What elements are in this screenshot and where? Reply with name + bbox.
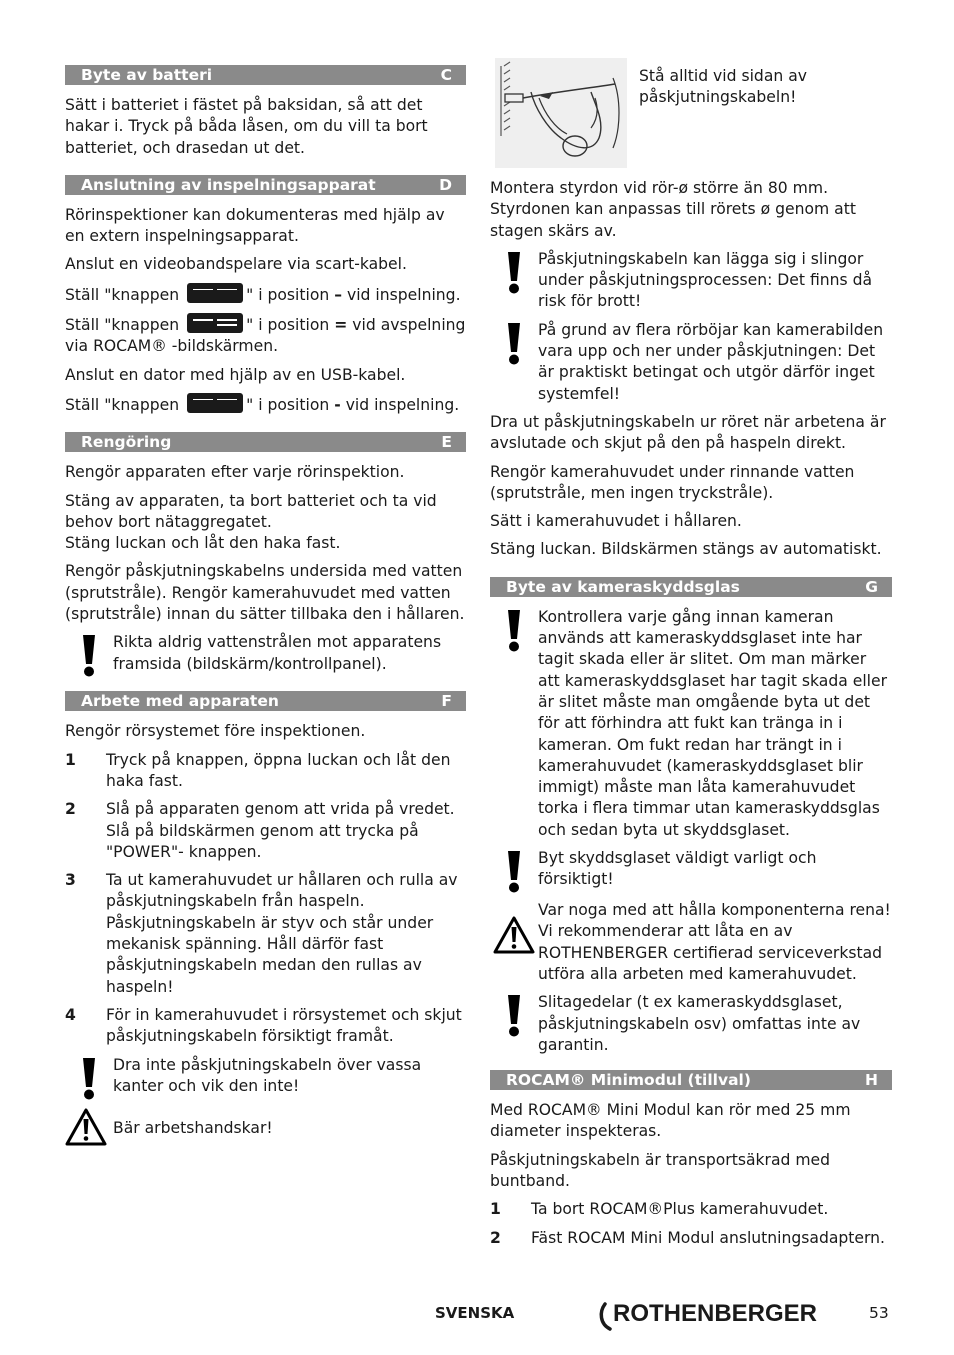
section-title: Byte av kameraskyddsglas bbox=[506, 577, 740, 596]
paragraph: Med ROCAM® Mini Modul kan rör med 25 mm diameter inspekteras. bbox=[490, 1101, 851, 1141]
illustration-block bbox=[490, 58, 892, 168]
warning-triangle-icon bbox=[490, 900, 538, 954]
section-header-c bbox=[65, 65, 466, 85]
paragraph: Anslut en dator med hjälp av en USB-kabel. bbox=[65, 365, 406, 384]
warning-note bbox=[490, 320, 892, 405]
section-title: Arbete med apparaten bbox=[81, 692, 279, 711]
warning-note bbox=[490, 249, 892, 313]
section-letter: G bbox=[865, 577, 878, 596]
warning-text: Rikta aldrig vattenstrålen mot apparatens framsida (bildskärm/kontrollpanel). bbox=[113, 633, 442, 673]
exclamation-icon bbox=[490, 848, 538, 893]
section-header-f bbox=[65, 691, 466, 711]
section-letter: H bbox=[865, 1071, 878, 1090]
paragraph: Dra ut påskjutningskabeln ur röret när arbetena är avslutade och skjut på den på haspeln direkt. bbox=[490, 412, 886, 453]
list-item: 1 Tryck på knappen, öppna luckan och låt den haka fast. bbox=[65, 750, 451, 790]
list-item: 3 Ta ut kamerahuvudet ur hållaren och rulla av påskjutningskabeln från haspeln. Påskjutningskabeln är styv och står under mekanisk spänning. Håll därför fast påskjutningskabeln medan den rullas av haspeln! bbox=[65, 871, 458, 996]
exclamation-icon bbox=[490, 320, 538, 365]
warning-text: Dra inte påskjutningskabeln över vassa kanter och vik den inte! bbox=[113, 1055, 422, 1095]
warning-text: Slitagedelar (t ex kameraskyddsglaset, påskjutningskabeln osv) omfattas inte av garantin. bbox=[538, 993, 861, 1054]
list-item: 2 Slå på apparaten genom att vrida på vredet. Slå på bildskärmen genom att trycka på "POWER"- knappen. bbox=[65, 800, 455, 861]
section-title: Byte av batteri bbox=[81, 66, 213, 84]
page-footer bbox=[0, 1298, 954, 1338]
list-item: 4 För in kamerahuvudet i rörsystemet och skjut påskjutningskabeln försiktigt framåt. bbox=[65, 1005, 462, 1046]
paragraph: Ställ "knappen " i position – vid inspelning. bbox=[65, 283, 466, 306]
warning-note bbox=[65, 1055, 466, 1100]
warning-note bbox=[490, 992, 892, 1056]
warning-note bbox=[65, 1118, 466, 1146]
paragraph: Stäng av apparaten, ta bort batteriet och ta vid behov bort nätaggregatet. bbox=[65, 491, 437, 531]
page-number: 53 bbox=[869, 1304, 889, 1322]
paragraph: Anslut en videobandspelare via scart-kabel. bbox=[65, 255, 407, 274]
paragraph: Rengör apparaten efter varje rörinspektion. bbox=[65, 463, 405, 482]
paragraph: Rengör påskjutningskabelns undersida med vatten (sprutstråle). Rengör kamerahuvudet med vatten (sprutstråle) innan du sätter tillbaka den i hållaren. bbox=[65, 562, 465, 624]
paragraph: Påskjutningskabeln är transportsäkrad med buntband. bbox=[490, 1150, 831, 1190]
exclamation-icon bbox=[65, 632, 113, 677]
section-letter: C bbox=[440, 66, 452, 84]
section-letter: F bbox=[441, 692, 452, 711]
exclamation-icon bbox=[490, 607, 538, 652]
warning-text: Påskjutningskabeln kan lägga sig i slingor under påskjutningsprocessen: Det finns då risk för brott! bbox=[538, 249, 873, 311]
section-title: Anslutning av inspelningsapparat bbox=[81, 175, 376, 194]
paragraph: Rengör rörsystemet före inspektionen. bbox=[65, 722, 366, 741]
button-symbol-icon bbox=[187, 393, 243, 413]
warning-note bbox=[490, 607, 892, 841]
button-symbol-icon bbox=[187, 313, 243, 333]
button-symbol-icon bbox=[187, 283, 243, 303]
brand-name: ROTHENBERGER bbox=[613, 1300, 818, 1327]
section-header-h bbox=[490, 1070, 892, 1090]
warning-text: Var noga med att hålla komponenterna rena! Vi rekommenderar att låta en av ROTHENBERGER certifierad serviceverkstad utföra alla arbeten med kamerahuvudet. bbox=[538, 901, 891, 983]
section-letter: E bbox=[441, 433, 452, 452]
section-title: ROCAM® Minimodul (tillval) bbox=[506, 1071, 751, 1090]
section-header-e bbox=[65, 432, 466, 452]
warning-note bbox=[490, 848, 892, 893]
exclamation-icon bbox=[65, 1055, 113, 1100]
exclamation-icon bbox=[490, 992, 538, 1037]
warning-text: På grund av flera rörböjar kan kamerabilden vara upp och ner under påskjutningen: Det är praktiskt betingat och utgör därför inget systemfel! bbox=[538, 320, 884, 403]
paragraph: Stäng luckan. Bildskärmen stängs av automatiskt. bbox=[490, 540, 882, 559]
paragraph: Montera styrdon vid rör-ø större än 80 mm. Styrdonen kan anpassas till rörets ø genom att stagen skärs av. bbox=[490, 179, 856, 240]
right-column bbox=[490, 58, 892, 1256]
paragraph: Sätt i kamerahuvudet i hållaren. bbox=[490, 512, 742, 531]
section-header-g bbox=[490, 577, 892, 597]
warning-note bbox=[490, 900, 892, 985]
list-item: 1 Ta bort ROCAM®Plus kamerahuvudet. bbox=[490, 1200, 829, 1219]
list-item: 2 Fäst ROCAM Mini Modul anslutningsadaptern. bbox=[490, 1228, 885, 1247]
language-label: SVENSKA bbox=[435, 1304, 515, 1322]
warning-text: Byt skyddsglaset väldigt varligt och försiktigt! bbox=[538, 849, 817, 889]
paragraph: Stäng luckan och låt den haka fast. bbox=[65, 534, 341, 553]
operator-illustration bbox=[495, 58, 627, 168]
warning-text: Bär arbetshandskar! bbox=[113, 1118, 273, 1137]
brand-logo bbox=[597, 1298, 837, 1342]
warning-note bbox=[65, 632, 466, 677]
warning-text: Kontrollera varje gång innan kameran används att kameraskyddsglaset inte har tagit skada eller är slitet. Om man märker att kameraskyddsglaset har tagit skada eller är slitet måste man omgående byta ut det för att förhindra att fukt kan tränga in i kameran. Om fukt redan har trängt in i kamerahuvudet (kameraskyddsglaset blir immigt) måste man låta kamerahuvudet torka i flera timmar utan kameraskyddsglas och sedan byta ut skyddsglaset. bbox=[538, 607, 888, 839]
paragraph: Rörinspektioner kan dokumenteras med hjälp av en extern inspelningsapparat. bbox=[65, 205, 445, 246]
section-letter: D bbox=[439, 175, 452, 194]
paragraph: Ställ "knappen " i position = vid avspelning via ROCAM® -bildskärmen. bbox=[65, 313, 466, 358]
paragraph: Ställ "knappen " i position - vid inspelning. bbox=[65, 393, 466, 416]
exclamation-icon bbox=[490, 249, 538, 294]
section-title: Rengöring bbox=[81, 433, 172, 452]
warning-triangle-icon bbox=[65, 1108, 113, 1146]
illustration-caption: Stå alltid vid sidan av påskjutningskabeln! bbox=[639, 67, 807, 107]
paragraph: Sätt i batteriet i fästet på baksidan, så att det hakar i. Tryck på båda låsen, om du vill ta bort batteriet, och drasedan ut det. bbox=[65, 96, 428, 157]
section-header-d bbox=[65, 175, 466, 195]
left-column bbox=[65, 65, 466, 1153]
paragraph: Rengör kamerahuvudet under rinnande vatten (sprutstråle, men ingen tryckstråle). bbox=[490, 462, 855, 502]
